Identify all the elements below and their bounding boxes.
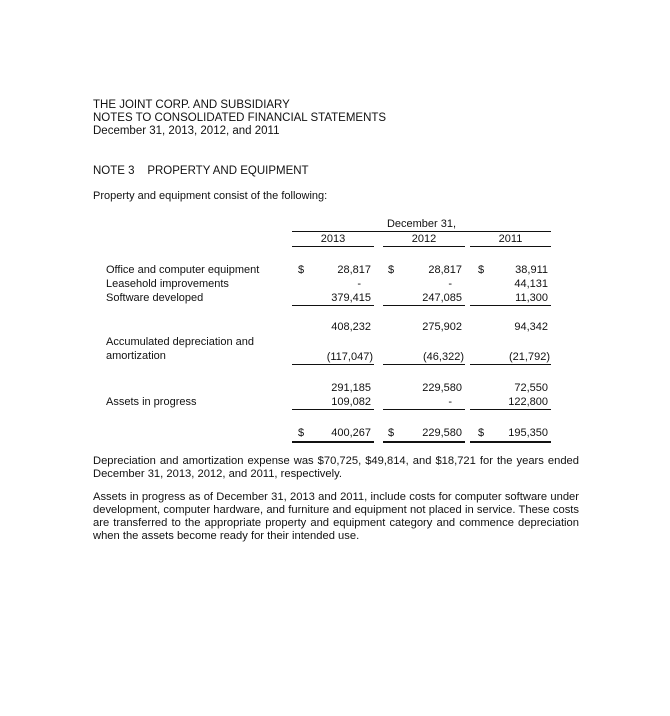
depreciation-paragraph: Depreciation and amortization expense was $70,725, $49,814, and $18,721 for the years ended December 31, 2013, 2012, and 2011, respectively. — [93, 455, 579, 480]
total-value: 195,350 — [508, 427, 548, 439]
row-label-accumulated-depreciation: Accumulated depreciation and — [106, 336, 254, 348]
note-heading: NOTE 3 PROPERTY AND EQUIPMENT — [93, 165, 309, 177]
subtotal-value: 291,185 — [331, 382, 371, 394]
cell-value: - — [448, 396, 452, 408]
row-label-software: Software developed — [106, 292, 204, 304]
total-double-rule — [292, 441, 374, 443]
row-label-office-equipment: Office and computer equipment — [106, 264, 260, 276]
cell-value: 247,085 — [422, 292, 462, 304]
document-dates: December 31, 2013, 2012, and 2011 — [93, 125, 280, 137]
cell-value: (46,322) — [423, 351, 464, 363]
cell-value: 28,817 — [337, 264, 371, 276]
row-label-leasehold: Leasehold improvements — [106, 278, 229, 290]
subtotal-value: 72,550 — [514, 382, 548, 394]
currency-symbol: $ — [478, 264, 485, 276]
currency-symbol: $ — [298, 427, 305, 439]
cell-value: 38,911 — [515, 264, 548, 276]
total-value: 229,580 — [422, 427, 462, 439]
subtotal-value: 94,342 — [514, 321, 548, 333]
assets-in-progress-paragraph: Assets in progress as of December 31, 2013 and 2011, include costs for computer software under development, computer hardware, and furniture and equipment not placed in service. These costs are transferred to the appropriate property and equipment category and commence depreciation when the assets become ready for their intended use. — [93, 491, 579, 542]
document-title: NOTES TO CONSOLIDATED FINANCIAL STATEMENTS — [93, 112, 387, 124]
subtotal-value: 275,902 — [422, 321, 462, 333]
currency-symbol: $ — [298, 264, 305, 276]
subtotal-value: 408,232 — [331, 321, 371, 333]
row-label-amortization: amortization — [106, 350, 166, 362]
currency-symbol: $ — [388, 427, 395, 439]
subtotal-value: 229,580 — [422, 382, 462, 394]
cell-value: 109,082 — [331, 396, 371, 408]
currency-symbol: $ — [478, 427, 485, 439]
column-header-2012: 2012 — [411, 233, 437, 245]
total-value: 400,267 — [331, 427, 371, 439]
column-header-2011: 2011 — [498, 233, 523, 245]
cell-value: 11,300 — [515, 292, 548, 304]
column-header-2013: 2013 — [320, 233, 346, 245]
cell-value: (117,047) — [326, 351, 373, 363]
total-double-rule — [383, 441, 465, 443]
cell-value: 44,131 — [514, 278, 548, 290]
cell-value: 28,817 — [428, 264, 462, 276]
cell-value: - — [448, 278, 452, 290]
note-intro: Property and equipment consist of the following: — [93, 190, 328, 202]
cell-value: (21,792) — [509, 351, 550, 363]
cell-value: 122,800 — [508, 396, 548, 408]
company-name: THE JOINT CORP. AND SUBSIDIARY — [93, 99, 290, 111]
cell-value: - — [357, 278, 361, 290]
row-label-assets-in-progress: Assets in progress — [106, 396, 197, 408]
cell-value: 379,415 — [331, 292, 371, 304]
currency-symbol: $ — [388, 264, 395, 276]
table-group-header: December 31, — [386, 218, 457, 230]
total-double-rule — [470, 441, 551, 443]
header-rule — [292, 231, 551, 232]
